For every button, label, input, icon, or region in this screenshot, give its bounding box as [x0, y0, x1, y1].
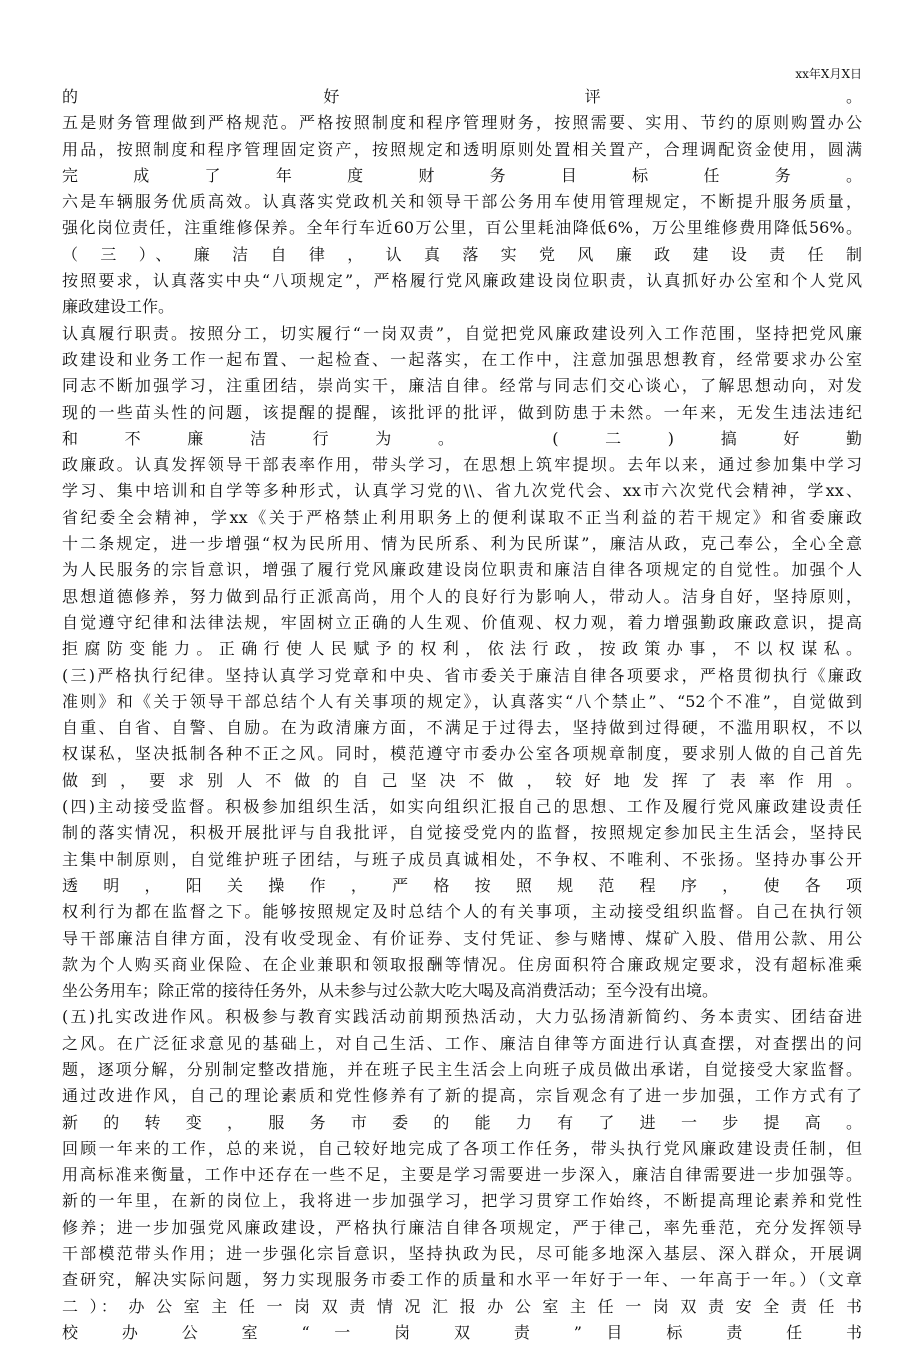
- text-line: 之风。在广泛征求意见的基础上，对自己生活、工作、廉洁自律等方面进行认真查摆，对查摆出的问: [62, 1033, 862, 1053]
- text-line: 思想道德修养，努力做到品行正派高尚，用个人的良好行为影响人，带动人。洁身自好，坚持原则，: [62, 586, 862, 606]
- text-line: 通过改进作风，自己的理论素质和党性修养有了新的提高，宗旨观念有了进一步加强，工作方式有了: [62, 1086, 862, 1106]
- text-line: 用高标准来衡量，工作中还存在一些不足，主要是学习需要进一步深入，廉洁自律需要进一步加强等。: [62, 1165, 862, 1185]
- text-line: 的 好 评 。: [62, 87, 862, 106]
- text-line: 做 到 ， 要 求 别 人 不 做 的 自 己 坚 决 不 做 ， 较 好 地 发 挥 了 表 率 作 用 。: [62, 770, 862, 790]
- text-line: (三)严格执行纪律。坚持认真学习党章和中央、省市委关于廉洁自律各项要求，严格贯彻执行《廉政: [62, 665, 862, 685]
- text-line: 强化岗位责任，注重维修保养。全年行车近60万公里，百公里耗油降低6%，万公里维修费用降低56%。: [62, 218, 862, 238]
- text-line: 权谋私，坚决抵制各种不正之风。同时，模范遵守市委办公室各项规章制度，要求别人做的自己首先: [62, 744, 862, 764]
- text-line: (四)主动接受监督。积极参加组织生活，如实向组织汇报自己的思想、工作及履行党风廉政建设责任: [62, 797, 862, 817]
- text-line: 认真履行职责。按照分工，切实履行“一岗双责”，自觉把党风廉政建设列入工作范围，坚持把党风廉: [62, 323, 862, 343]
- header-date: xx年X月X日: [795, 67, 862, 81]
- text-line: 政建设和业务工作一起布置、一起检查、一起落实，在工作中，注意加强思想教育，经常要求办公室: [62, 349, 862, 369]
- text-line: 为人民服务的宗旨意识，增强了履行党风廉政建设岗位职责和廉洁自律各项规定的自觉性。加强个人: [62, 560, 862, 580]
- text-line: 二 ）： 办 公 室 主 任 一 岗 双 责 情 况 汇 报 办 公 室 主 任 一 岗 双 责 安 全 责 任 书: [62, 1296, 862, 1316]
- text-line: 坐公务用车；除正常的接待任务外，从未参与过公款大吃大喝及高消费活动；至今没有出境。: [62, 981, 719, 1001]
- text-line: 回顾一年来的工作，总的来说，自己较好地完成了各项工作任务，带头执行党风廉政建设责任制，但: [62, 1138, 862, 1158]
- text-line: 修养；进一步加强党风廉政建设，严格执行廉洁自律各项规定，严于律己，率先垂范，充分发挥领导: [62, 1217, 862, 1237]
- text-line: 现的一些苗头性的问题，该提醒的提醒，该批评的批评，做到防患于未然。一年来，无发生违法违纪: [62, 402, 862, 422]
- text-line: 学习、集中培训和自学等多种形式，认真学习党的\\、省九次党代会、xx市六次党代会精神，学xx、: [62, 481, 862, 501]
- text-line: 制的落实情况，积极开展批评与自我批评，自觉接受党内的监督，按照规定参加民主生活会，坚持民: [62, 823, 862, 843]
- text-line: 透 明 ， 阳 关 操 作 ， 严 格 按 照 规 范 程 序 ， 使 各 项: [62, 875, 862, 895]
- text-line: 干部模范带头作用；进一步强化宗旨意识，坚持执政为民，尽可能多地深入基层、深入群众，开展调: [62, 1244, 862, 1264]
- text-line: 廉政建设工作。: [62, 297, 175, 317]
- document-page: [62, 0, 862, 1342]
- text-line: 主集中制原则，自觉维护班子团结，与班子成员真诚相处，不争权、不唯利、不张扬。坚持办事公开: [62, 849, 862, 869]
- text-line: 完 成 了 年 度 财 务 目 标 任 务 。: [62, 165, 862, 185]
- text-line: 题，逐项分解，分别制定整改措施，并在班子民主生活会上向班子成员做出承诺，自觉接受大家监督。: [62, 1059, 862, 1079]
- text-line: 和不廉洁行为。 (二)搞好勤: [62, 428, 862, 448]
- text-line: 拒 腐 防 变 能 力 。 正 确 行 使 人 民 赋 予 的 权 利 ， 依 法 行 政 ， 按 政 策 办 事 ， 不 以 权 谋 私 。: [62, 639, 862, 659]
- text-line: 查研究，解决实际问题，努力实现服务市委工作的质量和水平一年好于一年、一年高于一年。）（文章: [62, 1270, 862, 1290]
- text-line: 省纪委全会精神，学xx《关于严格禁止利用职务上的便利谋取不正当利益的若干规定》和省委廉政: [62, 507, 862, 527]
- text-line: （ 三 ）、 廉 洁 自 律 ， 认 真 落 实 党 风 廉 政 建 设 责 任 制: [62, 244, 862, 264]
- text-line: 十二条规定，进一步增强“权为民所用、情为民所系、利为民所谋”，廉洁从政，克己奉公，全心全意: [62, 534, 862, 554]
- text-line: 五是财务管理做到严格规范。严格按照制度和程序管理财务，按照需要、实用、节约的原则购置办公: [62, 113, 862, 133]
- text-line: 导干部廉洁自律方面，没有收受现金、有价证券、支付凭证、参与赌博、煤矿入股、借用公款、用公: [62, 928, 862, 948]
- text-line: 权利行为都在监督之下。能够按照规定及时总结个人的有关事项，主动接受组织监督。自己在执行领: [62, 902, 862, 922]
- text-line: (五)扎实改进作风。积极参与教育实践活动前期预热活动，大力弘扬清新简约、务本责实、团结奋进: [62, 1007, 862, 1027]
- text-line: 六是车辆服务优质高效。认真落实党政机关和领导干部公务用车使用管理规定，不断提升服务质量，: [62, 192, 862, 212]
- text-line: 款为个人购买商业保险、在企业兼职和领取报酬等情况。住房面积符合廉政规定要求，没有超标准乘: [62, 954, 862, 974]
- text-line: 用品，按照制度和程序管理固定资产，按照规定和透明原则处置相关置产，合理调配资金使用，圆满: [62, 139, 862, 159]
- text-line: 自觉遵守纪律和法律法规，牢固树立正确的人生观、价值观、权力观，着力增强勤政廉政意识，提高: [62, 612, 862, 632]
- text-line: 按照要求，认真落实中央“八项规定”，严格履行党风廉政建设岗位职责，认真抓好办公室和个人党风: [62, 271, 862, 291]
- text-line: 同志不断加强学习，注重团结，崇尚实干，廉洁自律。经常与同志们交心谈心，了解思想动向，对发: [62, 376, 862, 396]
- text-line: 新 的 转 变 ， 服 务 市 委 的 能 力 有 了 进 一 步 提 高 。: [62, 1112, 862, 1132]
- text-line: 准则》和《关于领导干部总结个人有关事项的规定》，认真落实“八个禁止”、“52个不准”，自觉做到: [62, 691, 862, 711]
- text-line: 校 办 公 室 “ 一 岗 双 责 ” 目 标 责 任 书: [62, 1322, 862, 1342]
- text-line: 新的一年里，在新的岗位上，我将进一步加强学习，把学习贯穿工作始终，不断提高理论素养和党性: [62, 1191, 862, 1211]
- text-line: 政廉政。认真发挥领导干部表率作用，带头学习，在思想上筑牢提坝。去年以来，通过参加集中学习: [62, 455, 862, 475]
- text-line: 自重、自省、自警、自励。在为政清廉方面，不满足于过得去，坚持做到过得硬，不滥用职权，不以: [62, 718, 862, 738]
- document-body: [62, 84, 862, 1346]
